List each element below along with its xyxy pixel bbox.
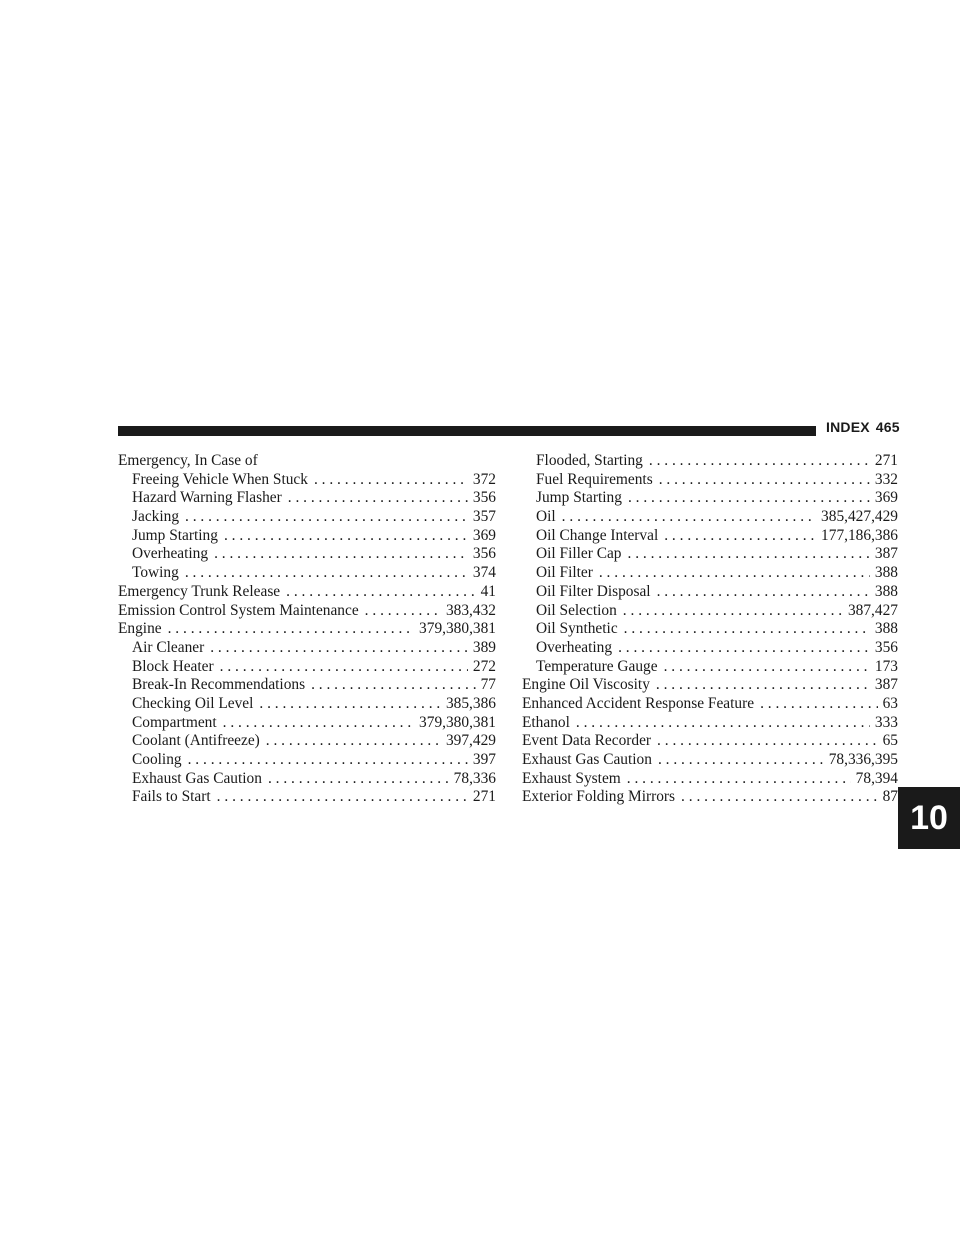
dot-leader <box>681 788 878 807</box>
index-entry <box>522 452 898 471</box>
chapter-tab <box>898 787 960 849</box>
index-entry-page: 369 <box>472 526 496 544</box>
index-entry <box>118 527 496 546</box>
running-header <box>826 419 900 435</box>
index-entry-label: Emission Control System Maintenance <box>118 601 359 619</box>
index-entry-label: Oil Selection <box>536 601 617 619</box>
index-entry-label: Exterior Folding Mirrors <box>522 788 676 806</box>
dot-leader <box>664 658 870 677</box>
index-entry <box>522 508 898 527</box>
index-entry-page: 385,427,429 <box>821 508 898 526</box>
index-entry <box>118 658 496 677</box>
index-entry-page: 385,386 <box>445 694 496 712</box>
dot-leader <box>168 620 414 639</box>
index-entry <box>118 452 496 471</box>
index-column-left <box>118 452 496 807</box>
index-entry-page: 372 <box>472 470 496 488</box>
index-entry <box>522 639 898 658</box>
index-entry-label: Overheating <box>132 545 209 563</box>
index-entry <box>522 545 898 564</box>
index-entry-label: Overheating <box>536 638 613 656</box>
dot-leader <box>259 695 441 714</box>
index-entry <box>522 695 898 714</box>
dot-leader <box>624 620 870 639</box>
index-entry-page: 78,336 <box>453 769 496 787</box>
index-entry-label: Oil <box>536 508 556 526</box>
dot-leader <box>288 489 468 508</box>
index-entry-page: 383,432 <box>445 601 496 619</box>
index-entry-label: Temperature Gauge <box>536 657 658 675</box>
index-entry-label: Break-In Recommendations <box>132 676 306 694</box>
dot-leader <box>649 452 870 471</box>
index-entry <box>522 788 898 807</box>
index-entry <box>118 489 496 508</box>
dot-leader <box>658 751 824 770</box>
index-entry-label: Exhaust System <box>522 769 621 787</box>
dot-leader <box>185 508 468 527</box>
index-entry <box>118 471 496 490</box>
dot-leader <box>185 564 468 583</box>
index-entry-label: Emergency Trunk Release <box>118 582 281 600</box>
index-entry <box>522 714 898 733</box>
index-entry-label: Jacking <box>132 508 180 526</box>
index-entry-label: Coolant (Antifreeze) <box>132 732 260 750</box>
dot-leader <box>224 527 468 546</box>
index-entry-label: Towing <box>132 564 179 582</box>
index-entry <box>522 489 898 508</box>
index-entry-page: 387 <box>874 676 898 694</box>
dot-leader <box>217 788 468 807</box>
index-entry <box>522 676 898 695</box>
index-entry-label: Hazard Warning Flasher <box>132 489 282 507</box>
index-entry-page: 272 <box>472 657 496 675</box>
index-entry-label: Enhanced Accident Response Feature <box>522 694 755 712</box>
dot-leader <box>188 751 468 770</box>
dot-leader <box>627 770 851 789</box>
index-entry-page: 271 <box>472 788 496 806</box>
index-entry-page: 65 <box>882 732 898 750</box>
index-entry <box>118 564 496 583</box>
dot-leader <box>210 639 468 658</box>
index-entry-page: 389 <box>472 638 496 656</box>
index-entry-page: 41 <box>480 582 496 600</box>
index-entry-page: 177,186,386 <box>821 526 898 544</box>
dot-leader <box>659 471 870 490</box>
index-entry-page: 332 <box>874 470 898 488</box>
index-entry <box>118 695 496 714</box>
index-entry <box>118 620 496 639</box>
index-entry-page: 78,336,395 <box>828 751 898 768</box>
index-entry <box>522 751 898 770</box>
index-entry <box>118 676 496 695</box>
chapter-tab-label: 10 <box>910 798 948 837</box>
index-entry <box>522 602 898 621</box>
index-entry-page: 357 <box>472 508 496 526</box>
index-entry-page: 374 <box>472 564 496 582</box>
index-entry-page: 78,394 <box>855 769 898 787</box>
header-rule <box>118 426 816 436</box>
index-entry-label: Oil Filter <box>536 564 593 582</box>
index-entry-label: Oil Filter Disposal <box>536 582 651 600</box>
index-entry-page: 387 <box>874 545 898 563</box>
dot-leader <box>223 714 414 733</box>
index-entry <box>118 751 496 770</box>
index-entry-label: Flooded, Starting <box>536 452 643 469</box>
index-entry <box>118 583 496 602</box>
index-entry-label: Engine Oil Viscosity <box>522 676 650 694</box>
dot-leader <box>220 658 468 677</box>
index-entry-label: Oil Change Interval <box>536 526 659 544</box>
dot-leader <box>268 770 449 789</box>
index-entry-label: Event Data Recorder <box>522 732 652 750</box>
dot-leader <box>664 527 816 546</box>
index-entry-label: Ethanol <box>522 713 570 731</box>
index-entry-label: Fuel Requirements <box>536 470 653 488</box>
dot-leader <box>657 732 878 751</box>
index-entry <box>118 714 496 733</box>
index-entry <box>522 564 898 583</box>
section-title: INDEX <box>826 419 870 435</box>
index-entry <box>118 639 496 658</box>
index-entry-label: Checking Oil Level <box>132 694 254 712</box>
page-number: 465 <box>875 419 900 435</box>
index-entry-page: 356 <box>472 489 496 507</box>
index-entry-page: 387,427 <box>847 601 898 619</box>
dot-leader <box>628 489 870 508</box>
dot-leader <box>760 695 878 714</box>
dot-leader <box>656 676 870 695</box>
index-entry-label: Engine <box>118 620 162 638</box>
index-entry-page: 379,380,381 <box>419 620 496 638</box>
dot-leader <box>623 602 843 621</box>
index-entry-label: Oil Filler Cap <box>536 545 622 563</box>
index-entry-page: 397 <box>472 751 496 768</box>
index-entry <box>522 527 898 546</box>
index-entry-label: Emergency, In Case of <box>118 452 258 469</box>
index-entry-page: 356 <box>874 638 898 656</box>
index-entry-label: Fails to Start <box>132 788 211 806</box>
index-entry-label: Compartment <box>132 713 217 731</box>
index-entry <box>522 770 898 789</box>
index-entry <box>118 770 496 789</box>
index-entry-page: 87 <box>882 788 898 806</box>
dot-leader <box>562 508 816 527</box>
index-entry-label: Air Cleaner <box>132 638 205 656</box>
dot-leader <box>599 564 870 583</box>
index-entry-page: 369 <box>874 489 898 507</box>
index-entry-page: 333 <box>874 713 898 731</box>
dot-leader <box>314 471 468 490</box>
index-entry <box>522 583 898 602</box>
index-column-right <box>522 452 898 807</box>
index-entry <box>522 658 898 677</box>
index-entry-page: 356 <box>472 545 496 563</box>
index-entry <box>118 732 496 751</box>
dot-leader <box>266 732 441 751</box>
index-entry-page: 173 <box>874 657 898 675</box>
index-entry-label: Jump Starting <box>536 489 622 507</box>
index-entry-label: Block Heater <box>132 657 214 675</box>
dot-leader <box>286 583 475 602</box>
index-entry <box>522 471 898 490</box>
index-entry <box>118 602 496 621</box>
index-entry-page: 388 <box>874 582 898 600</box>
index-entry <box>522 732 898 751</box>
index-entry-page: 388 <box>874 564 898 582</box>
index-entry-label: Oil Synthetic <box>536 620 618 638</box>
dot-leader <box>576 714 870 733</box>
index-entry <box>118 508 496 527</box>
index-entry-page: 77 <box>480 676 496 694</box>
index-entry-page: 388 <box>874 620 898 638</box>
index-entry-label: Exhaust Gas Caution <box>132 769 262 787</box>
index-entry-label: Jump Starting <box>132 526 218 544</box>
index-entry-label: Cooling <box>132 751 182 768</box>
index-entry <box>118 788 496 807</box>
index-entry <box>118 545 496 564</box>
dot-leader <box>657 583 870 602</box>
dot-leader <box>214 545 468 564</box>
dot-leader <box>628 545 870 564</box>
index-entry-page: 271 <box>874 452 898 469</box>
dot-leader <box>365 602 441 621</box>
index-entry <box>522 620 898 639</box>
index-entry-label: Exhaust Gas Caution <box>522 751 652 768</box>
dot-leader <box>618 639 870 658</box>
index-entry-page: 63 <box>882 694 898 712</box>
index-entry-page: 397,429 <box>445 732 496 750</box>
dot-leader <box>311 676 476 695</box>
index-entry-label: Freeing Vehicle When Stuck <box>132 470 308 488</box>
index-entry-page: 379,380,381 <box>419 713 496 731</box>
